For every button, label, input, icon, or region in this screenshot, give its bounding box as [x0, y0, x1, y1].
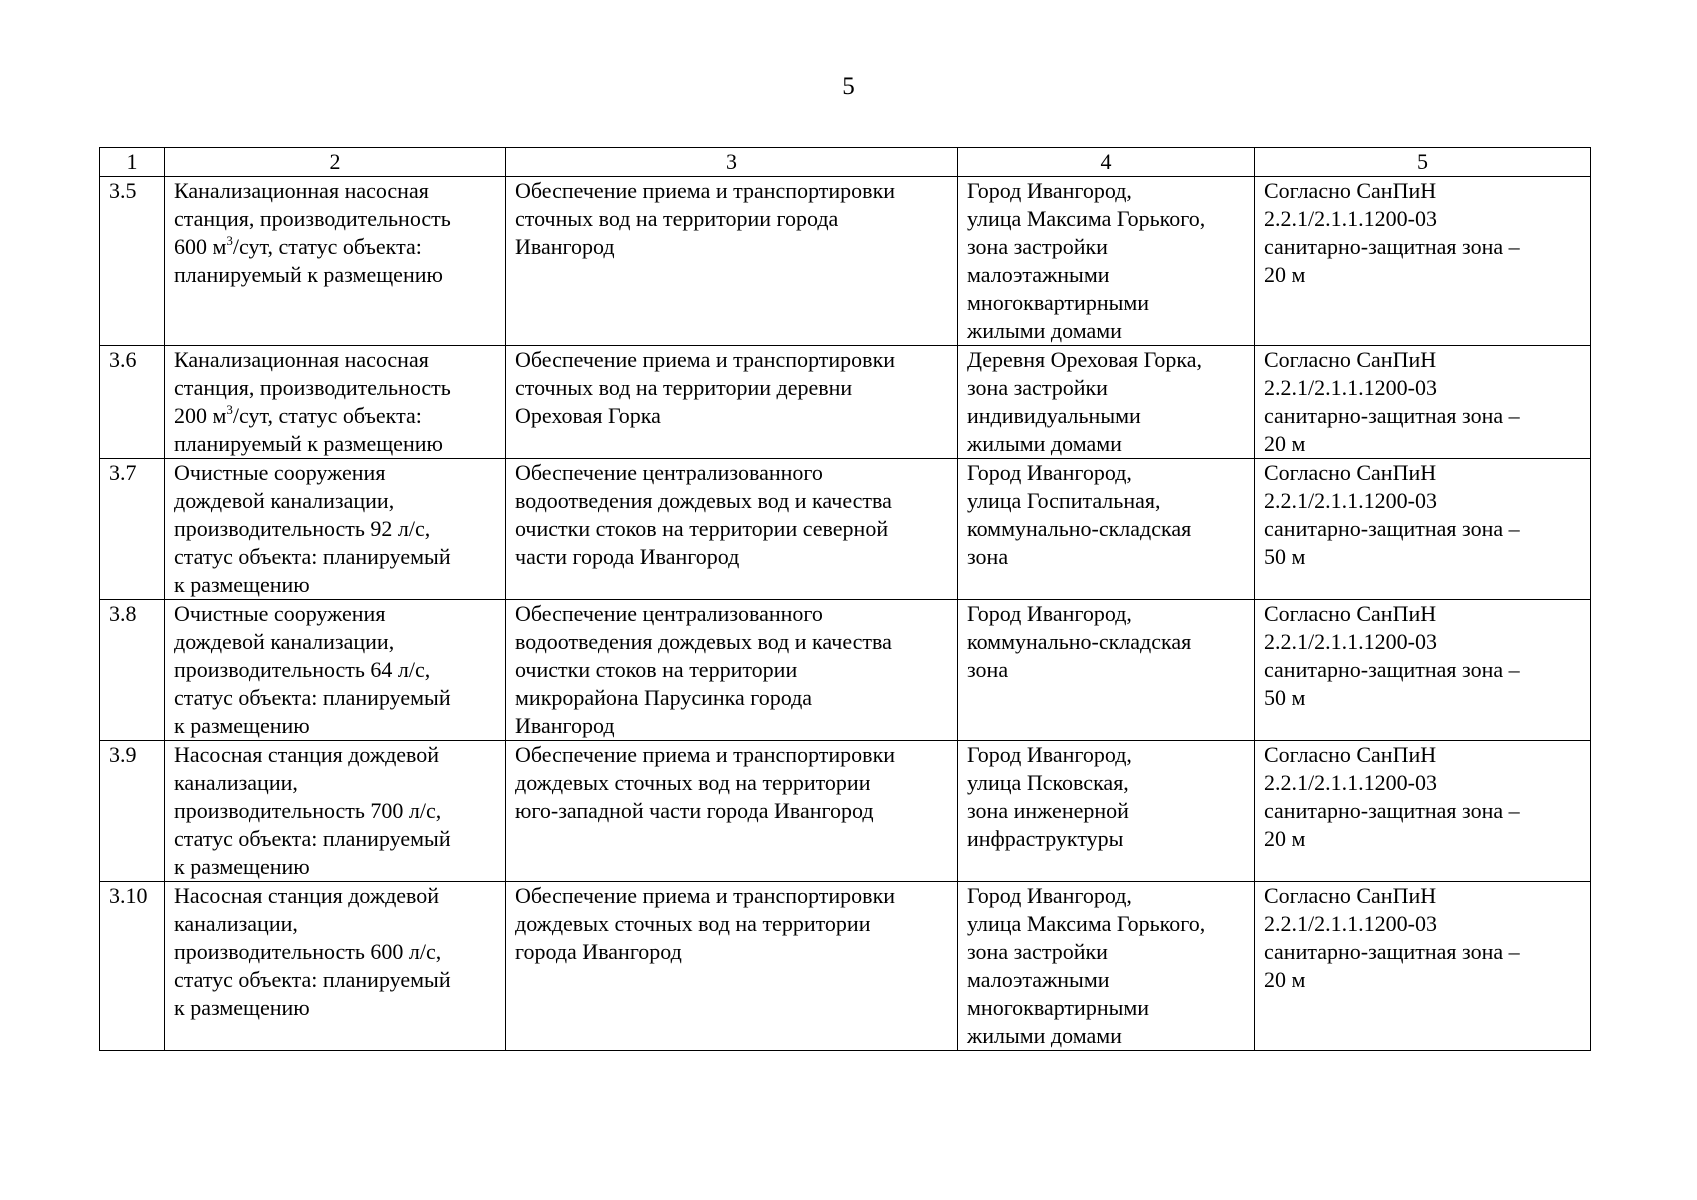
row-number-cell: 3.6: [100, 346, 165, 459]
cell-line: многоквартирными: [967, 995, 1150, 1020]
row-number-cell: 3.9: [100, 741, 165, 882]
table-row: [100, 741, 1591, 882]
column-header-2: 2: [165, 148, 506, 177]
cell-line: санитарно-защитная зона –: [1264, 657, 1520, 682]
zone-cell: [1255, 741, 1591, 882]
cell-text: /сут, статус объекта:: [232, 403, 422, 428]
cell-line: Канализационная насосная: [174, 347, 429, 372]
column-header-1: 1: [100, 148, 165, 177]
column-header-4: 4: [958, 148, 1255, 177]
cell-line: водоотведения дождевых вод и качества: [515, 488, 892, 513]
cell-line: жилыми домами: [967, 1023, 1122, 1048]
facilities-table: [99, 147, 1591, 1051]
zone-cell: [1255, 600, 1591, 741]
cell-line: юго-западной части города Ивангород: [515, 798, 874, 823]
column-header-3: 3: [506, 148, 958, 177]
cell-line: 2.2.1/2.1.1.1200-03: [1264, 375, 1437, 400]
cell-line: Город Ивангород,: [967, 883, 1132, 908]
cell-line: 2.2.1/2.1.1.1200-03: [1264, 488, 1437, 513]
object-cell: [165, 882, 506, 1051]
cell-line: коммунально-складская: [967, 516, 1192, 541]
cell-line: зона застройки: [967, 939, 1108, 964]
cell-line: улица Максима Горького,: [967, 206, 1206, 231]
cell-line: 20 м: [1264, 262, 1306, 287]
cell-line: санитарно-защитная зона –: [1264, 234, 1520, 259]
cell-line: 20 м: [1264, 431, 1306, 456]
cell-line: дождевых сточных вод на территории: [515, 770, 871, 795]
cell-line: водоотведения дождевых вод и качества: [515, 629, 892, 654]
zone-cell: [1255, 882, 1591, 1051]
object-cell: [165, 600, 506, 741]
cell-line: Обеспечение приема и транспортировки: [515, 883, 896, 908]
cell-line: Очистные сооружения: [174, 460, 386, 485]
cell-text: /сут, статус объекта:: [232, 234, 422, 259]
cell-line: станция, производительность: [174, 375, 451, 400]
location-cell: [958, 600, 1255, 741]
row-number-cell: 3.7: [100, 459, 165, 600]
object-cell: [165, 459, 506, 600]
cell-line: Обеспечение приема и транспортировки: [515, 347, 896, 372]
cell-line: жилыми домами: [967, 431, 1122, 456]
cell-line: Город Ивангород,: [967, 601, 1132, 626]
cell-line: улица Госпитальная,: [967, 488, 1161, 513]
cell-line: дождевой канализации,: [174, 488, 395, 513]
cell-line: производительность 64 л/с,: [174, 657, 431, 682]
column-header-5: 5: [1255, 148, 1591, 177]
cell-line: улица Максима Горького,: [967, 911, 1206, 936]
cell-line: очистки стоков на территории: [515, 657, 798, 682]
cell-line: станция, производительность: [174, 206, 451, 231]
cell-line: санитарно-защитная зона –: [1264, 798, 1520, 823]
cell-line: санитарно-защитная зона –: [1264, 403, 1520, 428]
cell-line: зона: [967, 657, 1009, 682]
cell-line: Обеспечение централизованного: [515, 601, 823, 626]
cell-line: зона: [967, 544, 1009, 569]
cell-line: зона инженерной: [967, 798, 1129, 823]
purpose-cell: [506, 459, 958, 600]
cell-line: Канализационная насосная: [174, 178, 429, 203]
cell-line: санитарно-защитная зона –: [1264, 939, 1520, 964]
cell-line: Ивангород: [515, 713, 615, 738]
cell-line: Город Ивангород,: [967, 460, 1132, 485]
cell-line: дождевых сточных вод на территории: [515, 911, 871, 936]
cell-line: Согласно СанПиН: [1264, 742, 1437, 767]
cell-line: канализации,: [174, 911, 298, 936]
table-row: [100, 600, 1591, 741]
cell-line: зона застройки: [967, 375, 1108, 400]
table-header-row: [100, 148, 1591, 177]
cell-line: города Ивангород: [515, 939, 682, 964]
cell-line: канализации,: [174, 770, 298, 795]
page-number: 5: [842, 73, 855, 100]
location-cell: [958, 882, 1255, 1051]
cell-line: сточных вод на территории деревни: [515, 375, 853, 400]
cell-text: 200 м: [174, 403, 227, 428]
cell-line: Согласно СанПиН: [1264, 883, 1437, 908]
superscript: 3: [226, 233, 233, 248]
cell-line: Очистные сооружения: [174, 601, 386, 626]
cell-line: 20 м: [1264, 826, 1306, 851]
purpose-cell: [506, 741, 958, 882]
cell-line: 2.2.1/2.1.1.1200-03: [1264, 206, 1437, 231]
object-cell: [165, 741, 506, 882]
table-row: [100, 459, 1591, 600]
cell-line: Согласно СанПиН: [1264, 347, 1437, 372]
cell-line: 50 м: [1264, 685, 1306, 710]
cell-line: 2.2.1/2.1.1.1200-03: [1264, 770, 1437, 795]
cell-line: Обеспечение приема и транспортировки: [515, 178, 896, 203]
purpose-cell: [506, 600, 958, 741]
cell-line: части города Ивангород: [515, 544, 740, 569]
cell-line: 2.2.1/2.1.1.1200-03: [1264, 629, 1437, 654]
location-cell: [958, 741, 1255, 882]
purpose-cell: [506, 177, 958, 346]
object-cell: [165, 177, 506, 346]
cell-line: статус объекта: планируемый: [174, 967, 451, 992]
cell-line: Обеспечение централизованного: [515, 460, 823, 485]
cell-line: статус объекта: планируемый: [174, 685, 451, 710]
location-cell: [958, 346, 1255, 459]
cell-line: 20 м: [1264, 967, 1306, 992]
cell-line: Обеспечение приема и транспортировки: [515, 742, 896, 767]
cell-line: коммунально-складская: [967, 629, 1192, 654]
cell-line: к размещению: [174, 995, 310, 1020]
cell-line: [174, 233, 496, 261]
cell-line: жилыми домами: [967, 318, 1122, 343]
cell-line: санитарно-защитная зона –: [1264, 516, 1520, 541]
cell-line: Город Ивангород,: [967, 742, 1132, 767]
row-number-cell: 3.5: [100, 177, 165, 346]
cell-line: многоквартирными: [967, 290, 1150, 315]
cell-line: микрорайона Парусинка города: [515, 685, 813, 710]
superscript: 3: [226, 402, 233, 417]
cell-line: очистки стоков на территории северной: [515, 516, 889, 541]
cell-line: [174, 402, 496, 430]
cell-line: производительность 92 л/с,: [174, 516, 431, 541]
cell-line: зона застройки: [967, 234, 1108, 259]
table-row: [100, 177, 1591, 346]
table-row: [100, 346, 1591, 459]
cell-line: производительность 600 л/с,: [174, 939, 442, 964]
cell-line: Насосная станция дождевой: [174, 883, 440, 908]
cell-line: Насосная станция дождевой: [174, 742, 440, 767]
cell-line: малоэтажными: [967, 262, 1110, 287]
cell-line: Ореховая Горка: [515, 403, 661, 428]
cell-line: к размещению: [174, 713, 310, 738]
cell-text: 600 м: [174, 234, 227, 259]
cell-line: к размещению: [174, 854, 310, 879]
object-cell: [165, 346, 506, 459]
purpose-cell: [506, 882, 958, 1051]
cell-line: статус объекта: планируемый: [174, 826, 451, 851]
cell-line: улица Псковская,: [967, 770, 1129, 795]
cell-line: статус объекта: планируемый: [174, 544, 451, 569]
cell-line: к размещению: [174, 572, 310, 597]
cell-line: дождевой канализации,: [174, 629, 395, 654]
cell-line: планируемый к размещению: [174, 431, 443, 456]
row-number-cell: 3.10: [100, 882, 165, 1051]
cell-line: малоэтажными: [967, 967, 1110, 992]
zone-cell: [1255, 177, 1591, 346]
cell-line: 50 м: [1264, 544, 1306, 569]
purpose-cell: [506, 346, 958, 459]
cell-line: Ивангород: [515, 234, 615, 259]
cell-line: Согласно СанПиН: [1264, 460, 1437, 485]
cell-line: Город Ивангород,: [967, 178, 1132, 203]
cell-line: Согласно СанПиН: [1264, 178, 1437, 203]
zone-cell: [1255, 346, 1591, 459]
cell-line: Согласно СанПиН: [1264, 601, 1437, 626]
row-number-cell: 3.8: [100, 600, 165, 741]
location-cell: [958, 459, 1255, 600]
table-body: [100, 177, 1591, 1051]
location-cell: [958, 177, 1255, 346]
cell-line: 2.2.1/2.1.1.1200-03: [1264, 911, 1437, 936]
cell-line: индивидуальными: [967, 403, 1141, 428]
cell-line: инфраструктуры: [967, 826, 1124, 851]
table-row: [100, 882, 1591, 1051]
cell-line: планируемый к размещению: [174, 262, 443, 287]
cell-line: сточных вод на территории города: [515, 206, 839, 231]
cell-line: производительность 700 л/с,: [174, 798, 442, 823]
cell-line: Деревня Ореховая Горка,: [967, 347, 1202, 372]
zone-cell: [1255, 459, 1591, 600]
